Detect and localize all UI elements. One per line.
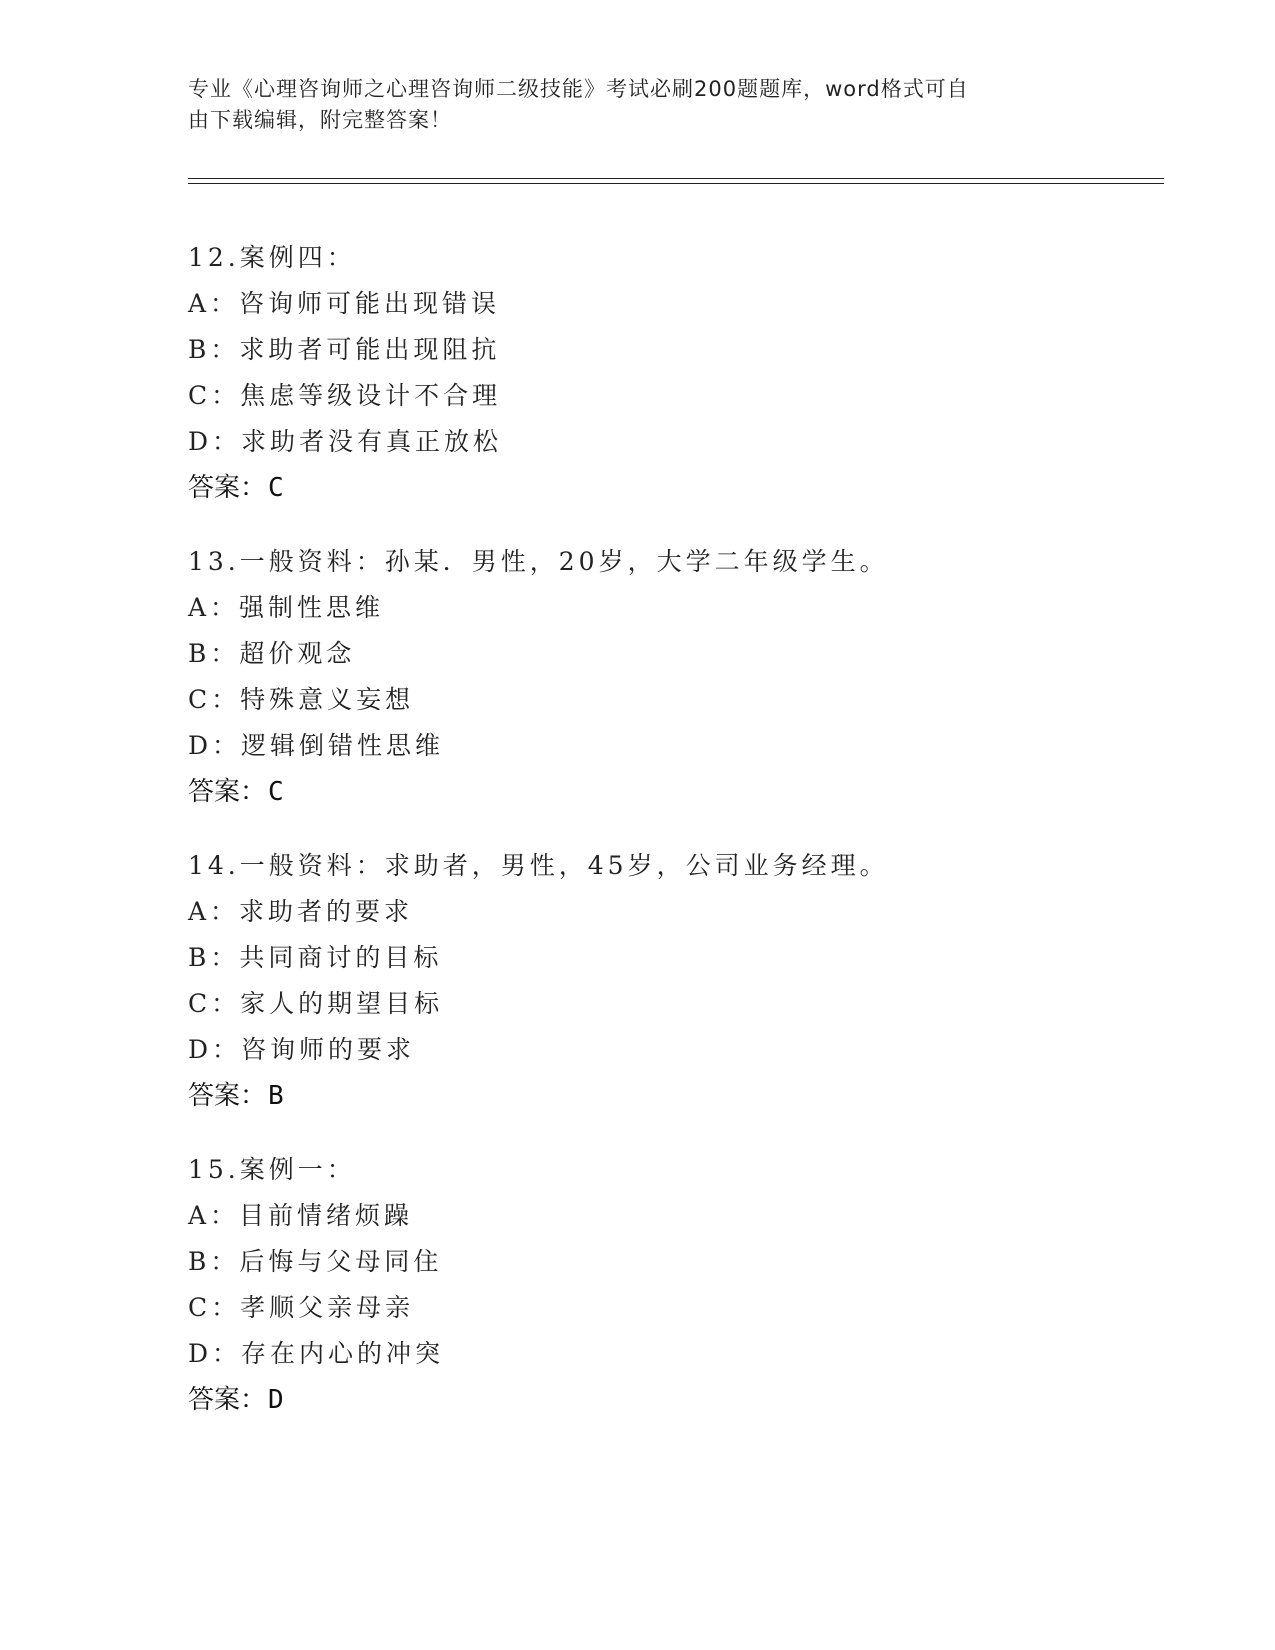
answer-label: 答案： bbox=[188, 1385, 267, 1415]
option-a: A：求助者的要求 bbox=[188, 897, 414, 926]
answer-value: C bbox=[268, 777, 284, 807]
option-a: A：咨询师可能出现错误 bbox=[188, 289, 501, 318]
answer-line bbox=[188, 465, 1148, 511]
option-d: D：存在内心的冲突 bbox=[188, 1339, 445, 1368]
option-a: A：目前情绪烦躁 bbox=[188, 1201, 414, 1230]
document-header bbox=[188, 74, 1068, 136]
question-stem: 14.一般资料：求助者，男性，45岁，公司业务经理。 bbox=[188, 851, 889, 880]
header-divider bbox=[188, 178, 1164, 184]
option-b: B：后悔与父母同住 bbox=[188, 1247, 443, 1276]
option-c: C：孝顺父亲母亲 bbox=[188, 1293, 415, 1322]
answer-line bbox=[188, 769, 1148, 815]
option-d: D：咨询师的要求 bbox=[188, 1035, 416, 1064]
answer-value: D bbox=[268, 1385, 284, 1415]
question-12 bbox=[188, 235, 1148, 511]
header-line-2: 由下载编辑，附完整答案！ bbox=[188, 108, 452, 132]
answer-label: 答案： bbox=[188, 777, 267, 807]
option-c: C：焦虑等级设计不合理 bbox=[188, 381, 502, 410]
answer-line bbox=[188, 1377, 1148, 1423]
question-stem: 12.案例四： bbox=[188, 243, 356, 272]
answer-line bbox=[188, 1073, 1148, 1119]
question-list bbox=[188, 235, 1148, 1451]
answer-label: 答案： bbox=[188, 473, 267, 503]
answer-value: C bbox=[268, 473, 284, 503]
question-13 bbox=[188, 539, 1148, 815]
question-15 bbox=[188, 1147, 1148, 1423]
option-b: B：共同商讨的目标 bbox=[188, 943, 443, 972]
option-b: B：求助者可能出现阻抗 bbox=[188, 335, 501, 364]
option-a: A：强制性思维 bbox=[188, 593, 385, 622]
answer-value: B bbox=[268, 1081, 284, 1111]
question-14 bbox=[188, 843, 1148, 1119]
header-line-1: 专业《心理咨询师之心理咨询师二级技能》考试必刷200题题库，word格式可自 bbox=[188, 77, 969, 101]
option-c: C：特殊意义妄想 bbox=[188, 685, 415, 714]
question-stem: 15.案例一： bbox=[188, 1155, 356, 1184]
option-d: D：求助者没有真正放松 bbox=[188, 427, 503, 456]
option-d: D：逻辑倒错性思维 bbox=[188, 731, 445, 760]
question-stem: 13.一般资料：孙某．男性，20岁，大学二年级学生。 bbox=[188, 547, 889, 576]
option-c: C：家人的期望目标 bbox=[188, 989, 444, 1018]
option-b: B：超价观念 bbox=[188, 639, 356, 668]
answer-label: 答案： bbox=[188, 1081, 267, 1111]
